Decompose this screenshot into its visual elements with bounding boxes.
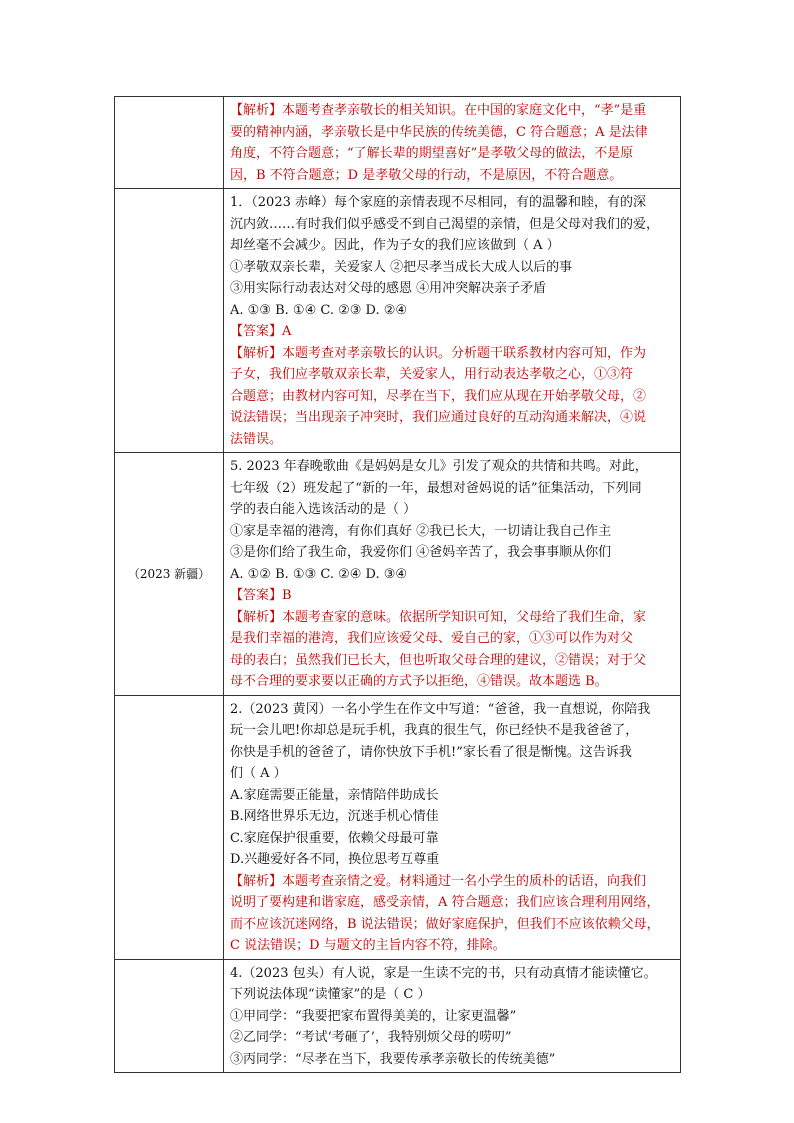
text-line [230,742,674,764]
line-text: 角度，不符合题意；“了解长辈的期望喜好”是孝敬父母的做法，不是原 [230,146,634,161]
line-text: 本题考查对孝亲敬长的认识。分析题干联系教材内容可知，作为 [282,345,647,361]
line-text: 你快是手机的爸爸了，请你快放下手机!”家长看了很是惭愧。这告诉我 [230,744,632,760]
text-line [230,257,674,279]
text-line [230,806,674,828]
text-line [230,542,674,564]
source-cell [115,695,224,959]
question-content-cell [224,453,681,696]
line-text: ①家是幸福的港湾，有你们真好 ②我已长大，一切请让我自己作主 [230,523,612,539]
line-text: A.家庭需要正能量，亲情陪伴助成长 [230,787,439,803]
text-line [230,935,674,957]
line-text: 玩一会儿吧!你却总是玩手机，我真的很生气，你已经快不是我爸爸了， [230,723,639,738]
text-line [230,892,674,914]
line-text: ①甲同学：“我要把家布置得美美的，让家更温馨” [230,1008,517,1024]
table-row [115,189,681,453]
line-text: 合题意；由教材内容可知，尽孝在当下，我们应从现在开始孝敬父母，② [230,388,647,404]
line-text: ③是你们给了我生命，我爱你们 ④爸妈辛苦了，我会事事顺从你们 [230,545,612,560]
text-line [230,699,674,721]
line-text: 却丝毫不会减少。因此，作为子女的我们应该做到（ A ） [230,238,560,253]
text-line [230,278,674,300]
text-line [230,671,674,693]
text-line [230,214,674,236]
line-text: 要的精神内涵，孝亲敬长是中华民族的传统美德，C 符合题意；A 是法律 [230,124,648,140]
text-line [230,521,674,543]
answer-label: 【答案】 [230,324,283,339]
text-line [230,429,674,451]
line-text: 母的表白；虽然我们已长大，但也听取父母合理的建议，②错误；对于父 [230,652,647,668]
answer-line [230,871,674,893]
line-text: 本题考查家的意味。依据所学知识可知，父母给了我们生命，家 [282,609,647,625]
text-line [230,564,674,586]
table-row [115,695,681,959]
text-line [230,849,674,871]
answer-label: 【答案】 [230,588,283,603]
text-line [230,235,674,257]
line-text: A [282,324,292,339]
line-text: C 说法错误；D 与题文的主旨内容不符，排除。 [230,938,506,953]
table-row [115,97,681,189]
line-text: 母不合理的要求要以正确的方式予以拒绝，④错误。故本题选 B。 [230,674,608,689]
text-line [230,499,674,521]
line-text: 下列说法体现“读懂家”的是（ C ） [230,987,431,1002]
answer-label: 【解析】 [230,103,283,118]
text-line [230,650,674,672]
text-line [230,1049,674,1071]
text-line [230,165,674,187]
line-text: 1．（2023 赤峰）每个家庭的亲情表现不尽相同，有的温馨和睦，有的深 [230,195,646,210]
text-line [230,720,674,742]
question-table [114,96,681,1073]
answer-line [230,343,674,365]
line-text: 说法错误；当出现亲子冲突时，我们应通过良好的互动沟通来解决，④说 [230,410,647,425]
answer-line [230,100,674,122]
text-line [230,122,674,144]
source-cell: （2023 新疆） [115,453,224,696]
line-text: 因，B 不符合题意；D 是孝敬父母的行动，不是原因，不符合题意。 [230,167,623,183]
line-text: ①孝敬双亲长辈，关爱家人 ②把尽孝当成长大成人以后的事 [230,259,573,275]
text-line [230,407,674,429]
answer-line [230,585,674,607]
line-text: ③用实际行动表达对父母的感恩 ④用冲突解决亲子矛盾 [230,281,547,296]
answer-line [230,607,674,629]
line-text: 法错误。 [230,431,283,447]
answer-line [230,321,674,343]
line-text: ③丙同学：“尽孝在当下，我要传承孝亲敬长的传统美德” [230,1051,556,1067]
line-text: A. ①② B. ①③ C. ②④ D. ③④ [230,566,408,582]
line-text: 学的表白能入选该活动的是（ ） [230,502,417,517]
line-text: 本题考查孝亲敬长的相关知识。在中国的家庭文化中，“孝”是重 [282,103,647,118]
line-text: B [282,588,292,603]
source-cell [115,959,224,1073]
source-cell [115,97,224,189]
text-line [230,785,674,807]
question-content-cell [224,959,681,1073]
text-line [230,143,674,165]
question-content-cell [224,97,681,189]
line-text: 本题考查亲情之爱。材料通过一名小学生的质朴的话语，向我们 [282,873,647,889]
text-line [230,386,674,408]
line-text: B.网络世界乐无边，沉迷手机心情佳 [230,809,439,824]
line-text: C.家庭保护很重要，依赖父母最可靠 [230,830,439,846]
line-text: 2.（2023 黄冈）一名小学生在作文中写道：“爸爸，我一直想说，你陪我 [230,701,651,717]
text-line [230,192,674,214]
text-line [230,300,674,322]
line-text: 沉内敛……有时我们似乎感受不到自己渴望的亲情，但是父母对我们的爱， [230,216,660,232]
table-row [115,453,681,696]
line-text: 而不应该沉迷网络，B 说法错误；做好家庭保护，但我们不应该依赖父母， [230,916,660,932]
text-line [230,984,674,1006]
question-content-cell [224,189,681,453]
answer-label: 【解析】 [230,345,283,361]
line-text: 子女，我们应孝敬双亲长辈，关爱家人，用行动表达孝敬之心，①③符 [230,367,634,382]
answer-label: 【解析】 [230,873,283,889]
text-line [230,828,674,850]
line-text: 们（ A ） [230,766,287,781]
table-row [115,959,681,1073]
line-text: 是我们幸福的港湾，我们应该爱父母、爱自己的家，①③可以作为对父 [230,631,634,646]
text-line [230,1027,674,1049]
line-text: D.兴趣爱好各不同，换位思考互尊重 [230,852,440,867]
text-line [230,456,674,478]
text-line [230,763,674,785]
line-text: 说明了要构建和谐家庭，感受亲情，A 符合题意；我们应该合理利用网络， [230,895,660,910]
text-line [230,628,674,650]
line-text: ②乙同学：“考试‘考砸了’，我特别烦父母的唠叨” [230,1030,512,1045]
line-text: 4.（2023 包头）有人说，家是一生读不完的书，只有动真情才能读懂它。 [230,965,657,981]
line-text: 七年级（2）班发起了“新的一年，最想对爸妈说的话”征集活动，下列同 [230,480,642,496]
line-text: A. ①③ B. ①④ C. ②③ D. ②④ [230,302,408,318]
source-cell [115,189,224,453]
text-line [230,1006,674,1028]
text-line [230,963,674,985]
answer-label: 【解析】 [230,609,283,625]
question-content-cell [224,695,681,959]
text-line [230,914,674,936]
text-line [230,478,674,500]
text-line [230,364,674,386]
line-text: 5. 2023 年春晚歌曲《是妈妈是女儿》引发了观众的共情和共鸣。对此， [230,459,648,474]
